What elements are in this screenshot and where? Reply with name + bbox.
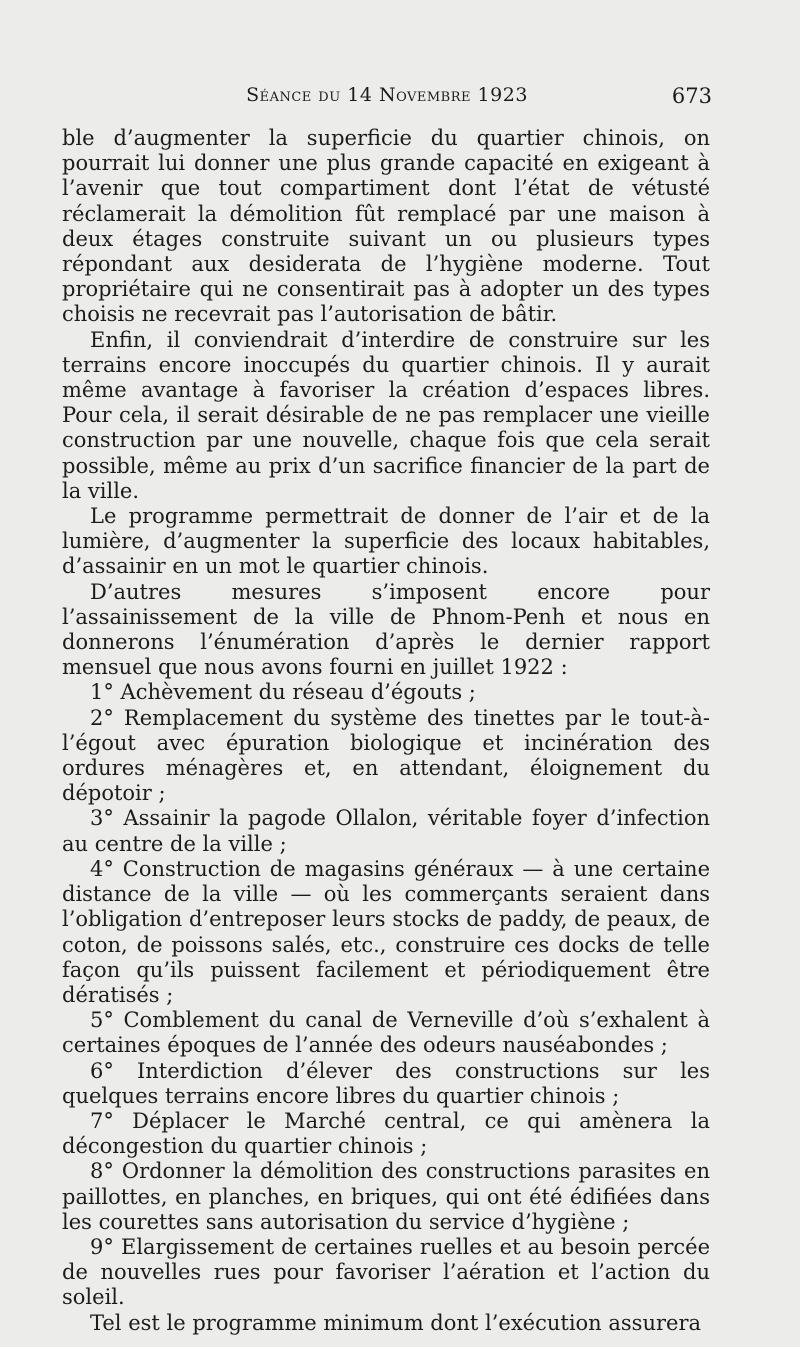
running-header [62,84,712,114]
page-number: 673 [671,84,712,108]
list-item: 8° Ordonner la démolition des constructions parasites en paillottes, en planches, en briques, qui ont été édifiées dans les courettes sans autorisation du service d’hygiène ; [62,1159,710,1234]
list-item: 5° Comblement du canal de Verneville d’où s’exhalent à certaines époques de l’année des odeurs nauséabondes ; [62,1008,710,1058]
list-item: 7° Déplacer le Marché central, ce qui amènera la décongestion du quartier chinois ; [62,1108,710,1159]
paragraph: ble d’augmenter la superficie du quartier chinois, on pourrait lui donner une plus grande capacité en exigeant à l’avenir que tout compartiment dont l’état de vétusté réclamerait la démolition fût remplacé par une maison à deux étages construite suivant un ou plusieurs types répondant aux desiderata de l’hygiène moderne. Tout propriétaire qui ne consentirait pas à adopter un des types choisis ne recevrait pas l’autorisation de bâtir. [62,126,710,327]
list-item: 1° Achèvement du réseau d’égouts ; [90,680,476,705]
list-item: 9° Elargissement de certaines ruelles et au besoin percée de nouvelles rues pour favoriser l’aération et l’action du soleil. [62,1234,710,1310]
list-item: 6° Interdiction d’élever des constructions sur les quelques terrains encore libres du quartier chinois ; [62,1058,710,1108]
running-title: Séance du 14 Novembre 1923 [246,84,528,106]
list-item: 2° Remplacement du système des tinettes par le tout-à-l’égout avec épuration biologique et incinération des ordures ménagères et, en attendant, éloignement du dépotoir ; [62,705,710,806]
paragraph: Le programme permettrait de donner de l’air et de la lumière, d’augmenter la superficie des locaux habitables, d’assainir en un mot le quartier chinois. [62,504,710,579]
paragraph: Enfin, il conviendrait d’interdire de construire sur les terrains encore inoccupés du quartier chinois. Il y aurait même avantage à favoriser la création d’espaces libres. Pour cela, il serait désirable de ne pas remplacer une vieille construction par une nouvelle, chaque fois que cela serait possible, même au prix d’un sacrifice financier de la part de la ville. [62,327,710,503]
list-item: 3° Assainir la pagode Ollalon, véritable foyer d’infection au centre de la ville ; [62,806,710,856]
list-item: 4° Construction de magasins généraux — à une certaine distance de la ville — où les commerçants seraient dans l’obligation d’entreposer leurs stocks de paddy, de peaux, de coton, de poissons salés, etc., construire ces docks de telle façon qu’ils puissent facilement et périodiquement être dératisés ; [62,856,710,1007]
paragraph: D’autres mesures s’imposent encore pour l’assainissement de la ville de Phnom-Penh et nous en donnerons l’énumération d’après le dernier rapport mensuel que nous avons fourni en juillet 1922 : [62,579,710,680]
body-text [62,126,710,1336]
paragraph: Tel est le programme minimum dont l’exécution assurera [90,1310,702,1335]
